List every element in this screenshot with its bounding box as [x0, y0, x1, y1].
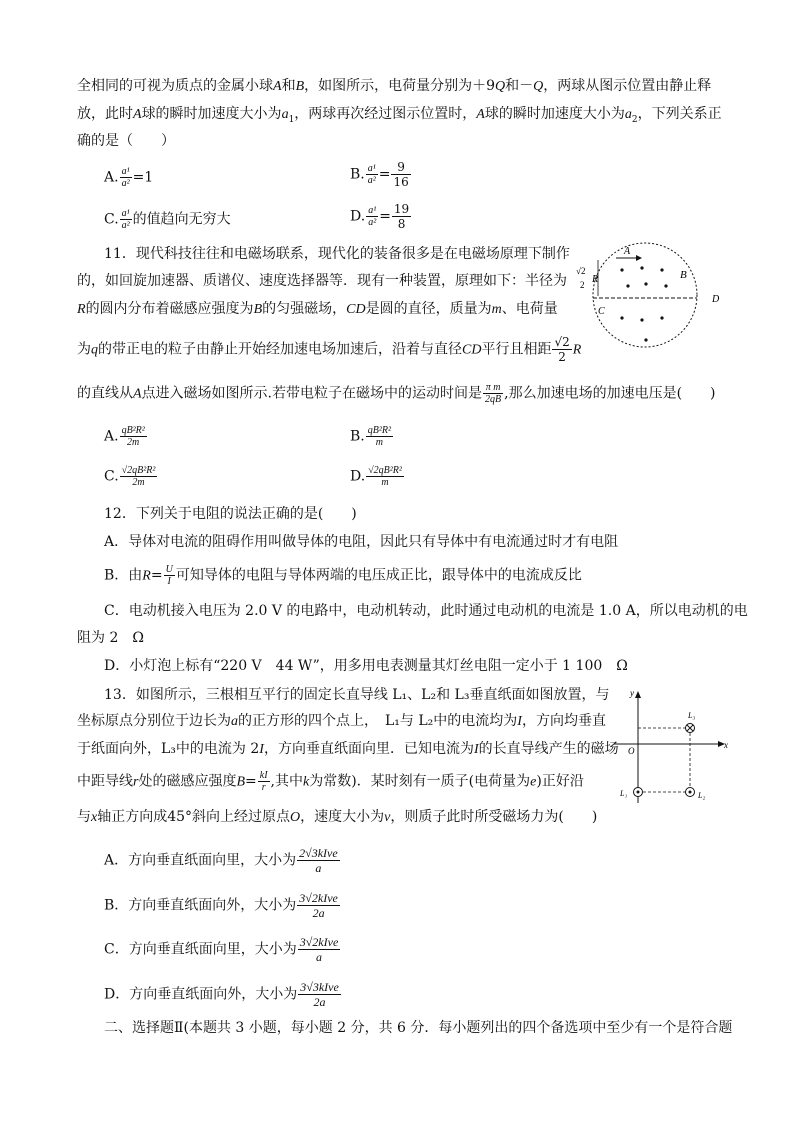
q13-option-d[interactable]: D．方向垂直纸面向外，大小为 $\frac{\text{3√3kIve}}{2a}$	[104, 980, 339, 1009]
q12-option-c-line1[interactable]: C．电动机接入电压为 2.0 V 的电路中，电动机转动，此时通过电动机的电流是 1.0 A，所以电动机的电	[104, 603, 748, 619]
q13-line3: 于纸面向外，L₃中的电流为 2I，方向垂直纸面向里．已知电流为I的长直导线产生的磁场	[77, 741, 619, 757]
q12-option-b[interactable]: B．由R= $\frac{U}{I}$ 可知导体的电阻与导体两端的电压成正比，跟导体中的电流成反比	[104, 564, 582, 587]
q12-stem: 12．下列关于电阻的说法正确的是( )	[104, 506, 357, 522]
label-x: x	[724, 740, 728, 750]
q13-option-b[interactable]: B．方向垂直纸面向外，大小为 $\frac{\text{3√2kIve}}{2a}$	[104, 891, 338, 920]
label-l1: L₁	[620, 789, 628, 798]
label-2: 2	[580, 280, 585, 290]
q11-option-d[interactable]: D. $\frac{\text{√2qB²R²}}{m}$	[350, 465, 402, 488]
q11-line4: 为q的带正电的粒子由静止开始经加速电场加速后，沿着与直径CD平行且相距 $\frac{√2}{2}$ R	[77, 335, 582, 364]
q11-line5: 的直线从A点进入磁场如图所示.若带电粒子在磁场中的运动时间是 $\frac{\text{π m}}{2qB}$ ,那么加速电场的加速电压是( )	[77, 382, 716, 405]
q11-option-a[interactable]: A. $\frac{\text{qB²R²}}{2m}$	[104, 425, 145, 448]
label-a: A	[624, 246, 631, 257]
q13-line5: 与x轴正方向成45°斜向上经过原点O，速度大小为v，则质子此时所受磁场力为( )	[77, 809, 598, 825]
wire-l1-out-of-page-icon	[634, 788, 643, 797]
q10-option-d[interactable]: D. $\frac{\text{a¹}}{\text{a²}}$ = $\frac{19}{8}$	[350, 202, 410, 231]
q11-option-b[interactable]: B. $\frac{\text{qB²R²}}{m}$	[350, 425, 391, 448]
q13-line1: 13．如图所示，三根相互平行的固定长直导线 L₁、L₂和 L₃垂直纸面如图放置，与	[104, 687, 610, 703]
q10-line2: 放，此时A球的瞬时加速度大小为$a_1$，两球再次经过图示位置时，A球的瞬时加速度大小为$a_2$，下列关系正	[77, 106, 722, 125]
label-o: O	[628, 746, 635, 756]
q11-figure	[570, 240, 730, 360]
label-sqrt2: √2	[576, 266, 586, 276]
q11-line3: R的圆内分布着磁感应强度为B的匀强磁场，CD是圆的直径，质量为m、电荷量	[77, 301, 558, 317]
q13-figure	[610, 688, 740, 808]
field-circle	[593, 243, 697, 347]
label-l2: L₂	[698, 791, 706, 800]
field-dots	[620, 266, 667, 341]
q10-line1: 全相同的可视为质点的金属小球A和B，如图所示，电荷量分别为＋9Q和－Q，两球从图示位置由静止释	[77, 78, 712, 94]
wire-l3-into-page-icon	[686, 724, 695, 733]
label-r: R	[592, 274, 599, 285]
label-l3: L₃	[688, 711, 696, 720]
q10-option-c[interactable]: C. $\frac{\text{a¹}}{\text{a²}}$ 的值趋向无穷大	[104, 208, 231, 231]
q11-line1: 11．现代科技往往和电磁场联系，现代化的装备很多是在电磁场原理下制作	[104, 246, 570, 262]
y-axis-arrow-icon	[635, 691, 641, 698]
label-c: C	[598, 306, 605, 317]
q13-line4: 中距导线r处的磁感应强度B= $\frac{kI}{r}$ ,其中k为常数)．某时刻有一质子(电荷量为e)正好沿	[77, 770, 584, 793]
q13-option-c[interactable]: C．方向垂直纸面向里，大小为 $\frac{\text{3√2kIve}}{a}$	[104, 935, 339, 964]
wire-l2-out-of-page-icon	[686, 788, 695, 797]
q10-line3: 确的是（ ）	[77, 133, 175, 149]
entry-arrow-icon	[636, 255, 642, 261]
label-b: B	[680, 269, 687, 281]
q12-option-a[interactable]: A．导体对电流的阻碍作用叫做导体的电阻，因此只有导体中有电流通过时才有电阻	[104, 534, 619, 550]
label-d: D	[712, 294, 720, 305]
q11-line2: 的，如回旋加速器、质谱仪、速度选择器等．现有一种装置，原理如下：半径为	[77, 273, 567, 289]
q12-option-c-line2: 阻为 2 Ω	[77, 630, 144, 646]
label-y: y	[630, 688, 634, 698]
q10-option-a[interactable]: A. $\frac{\text{a¹}}{\text{a²}}$ =1	[104, 166, 154, 189]
q13-option-a[interactable]: A．方向垂直纸面向里，大小为 $\frac{\text{2√3kIve}}{a}$	[104, 846, 338, 875]
q13-line2: 坐标原点分别位于边长为a的正方形的四个点上， L₁与 L₂中的电流均为I，方向均垂直	[77, 713, 606, 729]
section-2-title: 二、选择题Ⅱ(本题共 3 小题，每小题 2 分，共 6 分．每小题列出的四个备选项中至少有一个是符合题	[104, 1020, 733, 1036]
q11-option-c[interactable]: C. $\frac{\text{√2qB²R²}}{2m}$	[104, 465, 156, 488]
q12-option-d[interactable]: D．小灯泡上标有“220 V 44 W”，用多用电表测量其灯丝电阻一定小于 1 100 Ω	[104, 658, 628, 674]
q10-option-b[interactable]: B. $\frac{\text{a¹}}{\text{a²}}$ = $\frac{9}{16}$	[350, 160, 409, 189]
